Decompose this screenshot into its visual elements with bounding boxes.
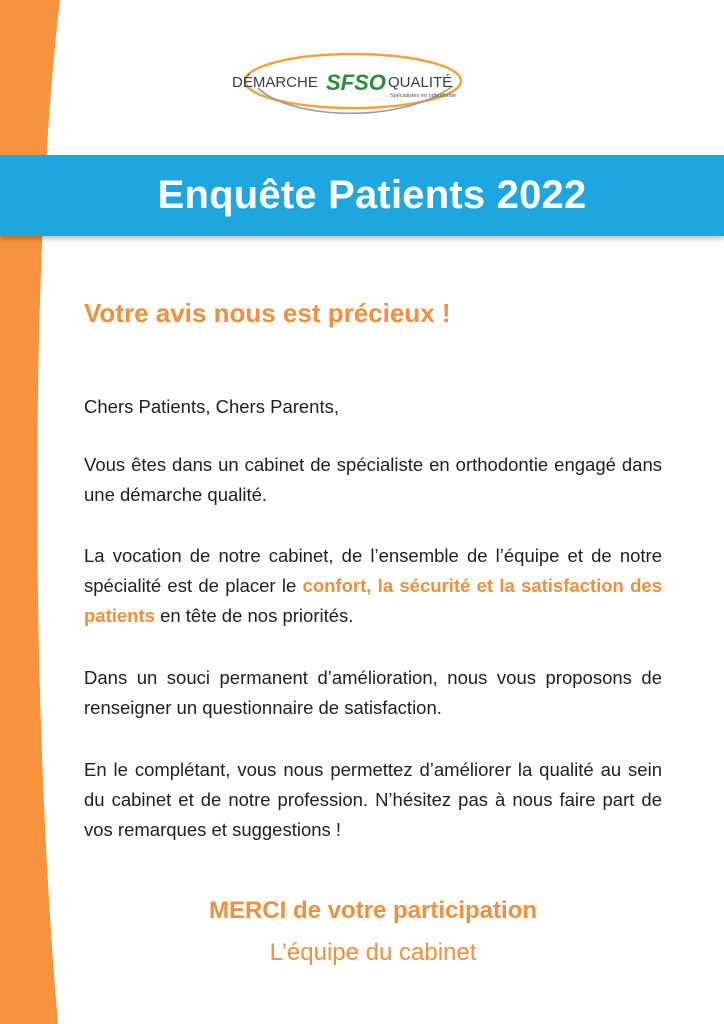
orange-side-band bbox=[0, 0, 80, 1024]
signature-line: L’équipe du cabinet bbox=[269, 939, 477, 966]
headline: Votre avis nous est précieux ! bbox=[84, 298, 451, 328]
title-banner bbox=[0, 155, 724, 236]
thanks-line: MERCI de votre participation bbox=[208, 897, 538, 924]
paragraph-vocation-end: en tête de nos priorités. bbox=[154, 605, 354, 626]
paragraph-feedback: En le complétant, vous nous permettez d’améliorer la qualité au sein du cabinet et de notre profession. N’hésitez pas à nous faire part de vos remarques et suggestions ! bbox=[84, 759, 662, 840]
paragraph-intro: Vous êtes dans un cabinet de spécialiste en orthodontie engagé dans une démarche qualité. bbox=[84, 454, 662, 505]
logo-center-text: SFSO bbox=[326, 70, 386, 95]
logo-left-text: DÉMARCHE bbox=[232, 74, 318, 91]
priorities-highlight: confort, la sécurité et la satisfaction des patients bbox=[84, 575, 662, 626]
logo-right-text: QUALITÉ bbox=[388, 74, 453, 91]
greeting-text: Chers Patients, Chers Parents, bbox=[84, 396, 339, 417]
paragraph-questionnaire: Dans un souci permanent d’amélioration, nous vous proposons de renseigner un questionnaire de satisfaction. bbox=[84, 667, 662, 718]
paragraph-vocation bbox=[84, 541, 662, 631]
paragraph-vocation-start: La vocation de notre cabinet, de l’ensemble de l’équipe et de notre spécialité est de placer le bbox=[84, 545, 662, 596]
page-title: Enquête Patients 2022 bbox=[157, 173, 587, 217]
logo-tagline: Spécialistes en orthodontie bbox=[390, 93, 457, 99]
demarche-sfso-qualite-logo bbox=[228, 36, 478, 126]
